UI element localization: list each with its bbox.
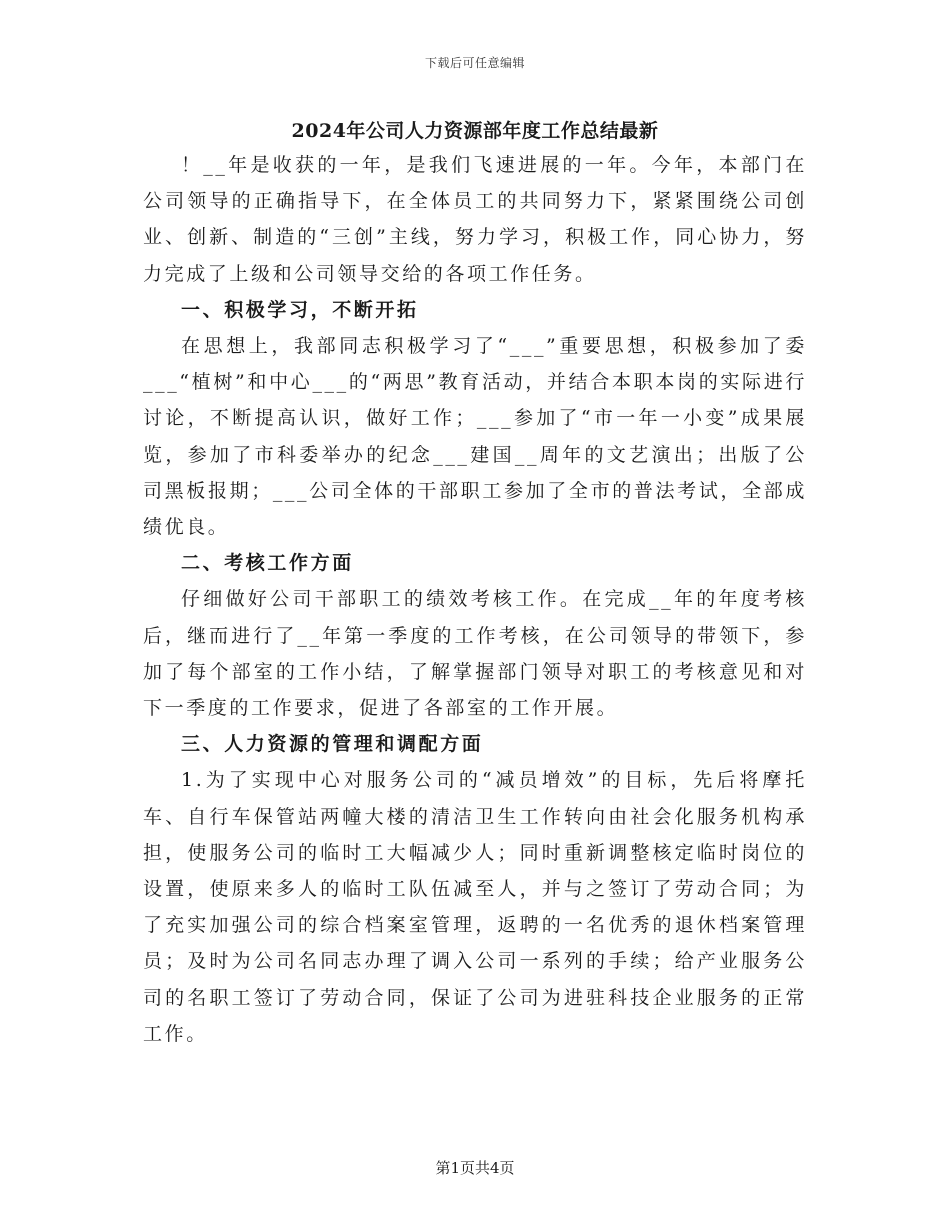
intro-paragraph: ！__年是收获的一年，是我们飞速进展的一年。今年，本部门在公司领导的正确指导下，在全体员工的共同努力下，紧紧围绕公司创业、创新、制造的“三创”主线，努力学习，积极工作，同心协力，努力完成了上级和公司领导交给的各项工作任务。 xyxy=(143,154,807,285)
section-heading-2: 二、考核工作方面 xyxy=(181,552,354,575)
section-1-paragraph: 在思想上，我部同志积极学习了“___”重要思想，积极参加了委___“植树”和中心___的“两思”教育活动，并结合本职本岗的实际进行讨论，不断提高认识，做好工作；___参加了“市一年一小变”成果展览，参加了市科委举办的纪念___建国__周年的文艺演出；出版了公司黑板报期；___公司全体的干部职工参加了全市的普法考试，全部成绩优良。 xyxy=(143,335,807,539)
section-heading-3: 三、人力资源的管理和调配方面 xyxy=(181,733,484,756)
document-title: 2024年公司人力资源部年度工作总结最新 xyxy=(291,120,659,142)
document-body xyxy=(143,147,807,1052)
section-3-item-1-paragraph: 1.为了实现中心对服务公司的“减员增效”的目标，先后将摩托车、自行车保管站两幢大楼的清洁卫生工作转向由社会化服务机构承担，使服务公司的临时工大幅减少人；同时重新调整核定临时岗位的设置，使原来多人的临时工队伍减至人，并与之签订了劳动合同；为了充实加强公司的综合档案室管理，返聘的一名优秀的退休档案管理员；及时为公司名同志办理了调入公司一系列的手续；给产业服务公司的名职工签订了劳动合同，保证了公司为进驻科技企业服务的正常工作。 xyxy=(143,769,807,1045)
section-2-paragraph: 仔细做好公司干部职工的绩效考核工作。在完成__年的年度考核后，继而进行了__年第一季度的工作考核，在公司领导的带领下，参加了每个部室的工作小结，了解掌握部门领导对职工的考核意见和对下一季度的工作要求，促进了各部室的工作开展。 xyxy=(143,588,807,720)
header-note: 下载后可任意编辑 xyxy=(424,56,525,70)
page-number: 第1页共4页 xyxy=(435,1159,515,1177)
section-heading-1: 一、积极学习，不断开拓 xyxy=(181,298,419,321)
